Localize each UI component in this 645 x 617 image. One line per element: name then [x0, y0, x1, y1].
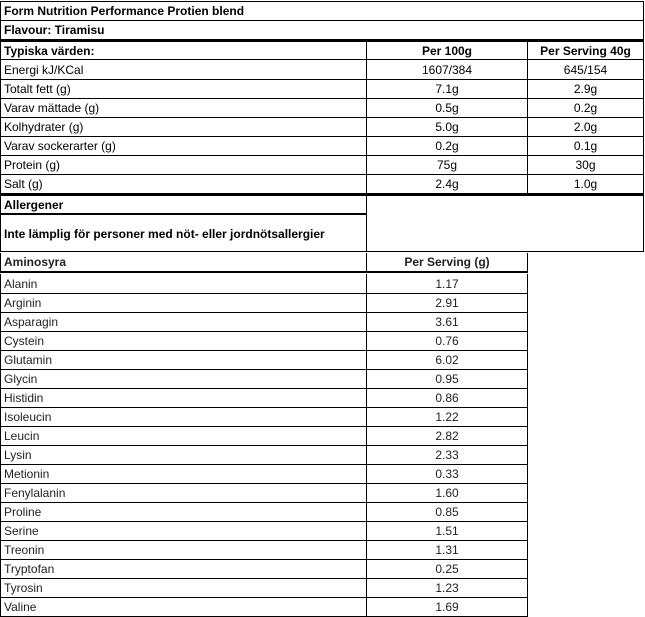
- amino-row: [0, 331, 528, 351]
- amino-row: [0, 540, 528, 560]
- nutrition-header-serving: Per Serving 40g: [528, 40, 644, 60]
- amino-row: [0, 521, 528, 541]
- title-row: [0, 1, 644, 20]
- nutrition-cell-serving: 0.2g: [528, 98, 644, 118]
- amino-row: [0, 597, 528, 617]
- nutrition-cell-label: Totalt fett (g): [0, 79, 367, 99]
- flavour-row: [0, 20, 644, 40]
- nutrition-header-row: [0, 40, 644, 60]
- amino-row: [0, 274, 528, 294]
- amino-cell-serving: 0.95: [367, 369, 528, 389]
- amino-cell-serving: 1.31: [367, 540, 528, 560]
- amino-cell-serving: 1.23: [367, 578, 528, 598]
- amino-cell-serving: 0.85: [367, 502, 528, 522]
- nutrition-cell-serving: 645/154: [528, 60, 644, 80]
- amino-cell-serving: 1.17: [367, 274, 528, 294]
- allergens-block: [0, 194, 644, 252]
- amino-row: [0, 578, 528, 598]
- nutrition-cell-per100: 0.2g: [367, 136, 528, 156]
- nutrition-cell-per100: 1607/384: [367, 60, 528, 80]
- amino-cell-name: Cystein: [0, 331, 367, 351]
- amino-row: [0, 388, 528, 408]
- nutrition-cell-serving: 0.1g: [528, 136, 644, 156]
- nutrition-cell-serving: 2.9g: [528, 79, 644, 99]
- amino-row: [0, 483, 528, 503]
- amino-cell-name: Metionin: [0, 464, 367, 484]
- amino-row: [0, 559, 528, 579]
- allergens-text: Inte lämplig för personer med nöt- eller jordnötsallergier: [4, 226, 325, 241]
- allergens-right-empty: [367, 194, 644, 252]
- amino-cell-name: Histidin: [0, 388, 367, 408]
- amino-cell-serving: 1.22: [367, 407, 528, 427]
- nutrition-cell-label: Varav sockerarter (g): [0, 136, 367, 156]
- amino-cell-serving: 1.60: [367, 483, 528, 503]
- amino-cell-name: Isoleucin: [0, 407, 367, 427]
- amino-row: [0, 445, 528, 465]
- amino-row: [0, 464, 528, 484]
- allergens-left: [0, 194, 367, 252]
- nutrition-cell-label: Varav mättade (g): [0, 98, 367, 118]
- amino-cell-name: Proline: [0, 502, 367, 522]
- amino-row: [0, 502, 528, 522]
- nutrition-row: [0, 79, 644, 99]
- amino-cell-name: Fenylalanin: [0, 483, 367, 503]
- amino-cell-name: Glutamin: [0, 350, 367, 370]
- amino-header-serving: Per Serving (g): [367, 253, 528, 273]
- nutrition-row: [0, 155, 644, 175]
- nutrition-cell-per100: 7.1g: [367, 79, 528, 99]
- amino-cell-name: Asparagin: [0, 312, 367, 332]
- nutrition-row: [0, 136, 644, 156]
- amino-cell-name: Leucin: [0, 426, 367, 446]
- amino-row: [0, 407, 528, 427]
- amino-row: [0, 426, 528, 446]
- amino-cell-serving: 0.76: [367, 331, 528, 351]
- nutrition-cell-label: Kolhydrater (g): [0, 117, 367, 137]
- nutrition-cell-per100: 0.5g: [367, 98, 528, 118]
- nutrition-cell-label: Protein (g): [0, 155, 367, 175]
- nutrition-header-label: Typiska värden:: [0, 40, 367, 60]
- nutrition-cell-serving: 1.0g: [528, 174, 644, 194]
- nutrition-cell-serving: 2.0g: [528, 117, 644, 137]
- nutrition-cell-per100: 75g: [367, 155, 528, 175]
- amino-row: [0, 350, 528, 370]
- nutrition-cell-label: Salt (g): [0, 174, 367, 194]
- allergens-heading: Allergener: [1, 196, 366, 215]
- amino-header-row: [0, 253, 528, 273]
- amino-row: [0, 369, 528, 389]
- nutrition-row: [0, 60, 644, 80]
- amino-cell-serving: 2.91: [367, 293, 528, 313]
- amino-cell-serving: 2.33: [367, 445, 528, 465]
- amino-cell-serving: 0.86: [367, 388, 528, 408]
- amino-cell-serving: 1.51: [367, 521, 528, 541]
- product-title: Form Nutrition Performance Protien blend: [0, 1, 644, 21]
- amino-row: [0, 293, 528, 313]
- amino-cell-name: Lysin: [0, 445, 367, 465]
- amino-cell-name: Alanin: [0, 274, 367, 294]
- amino-cell-name: Treonin: [0, 540, 367, 560]
- nutrition-cell-per100: 5.0g: [367, 117, 528, 137]
- nutrition-row: [0, 117, 644, 137]
- amino-cell-name: Glycin: [0, 369, 367, 389]
- amino-cell-serving: 6.02: [367, 350, 528, 370]
- amino-cell-serving: 3.61: [367, 312, 528, 332]
- nutrition-cell-per100: 2.4g: [367, 174, 528, 194]
- amino-cell-serving: 0.33: [367, 464, 528, 484]
- nutrition-row: [0, 98, 644, 118]
- nutrition-cell-label: Energi kJ/KCal: [0, 60, 367, 80]
- amino-row: [0, 312, 528, 332]
- nutrition-cell-serving: 30g: [528, 155, 644, 175]
- flavour-label: Flavour: Tiramisu: [0, 20, 644, 40]
- amino-cell-name: Tyrosin: [0, 578, 367, 598]
- amino-cell-name: Arginin: [0, 293, 367, 313]
- amino-cell-serving: 2.82: [367, 426, 528, 446]
- nutrition-row: [0, 174, 644, 194]
- amino-cell-serving: 1.69: [367, 597, 528, 617]
- amino-cell-name: Serine: [0, 521, 367, 541]
- amino-cell-serving: 0.25: [367, 559, 528, 579]
- amino-header-label: Aminosyra: [0, 253, 367, 273]
- amino-cell-name: Tryptofan: [0, 559, 367, 579]
- amino-cell-name: Valine: [0, 597, 367, 617]
- nutrition-header-per100: Per 100g: [367, 40, 528, 60]
